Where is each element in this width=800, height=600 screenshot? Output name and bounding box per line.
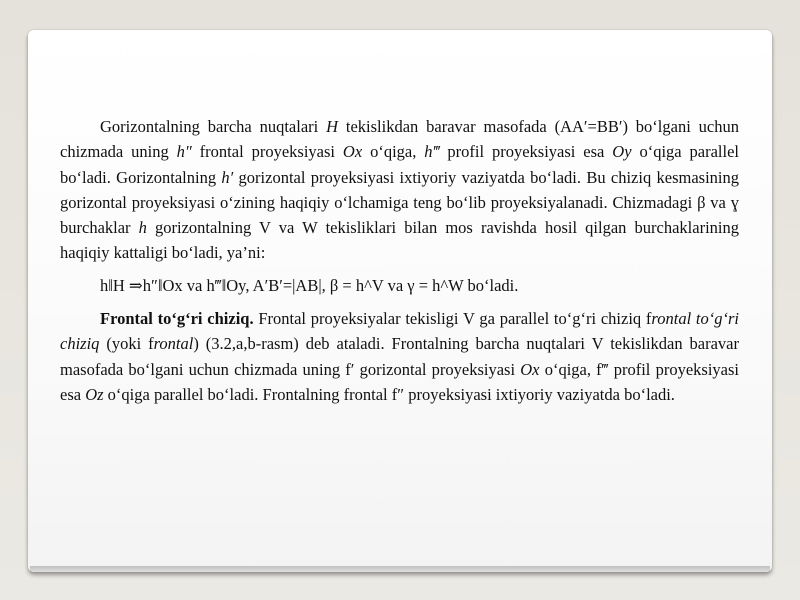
formula-line: h‖H ⇒h″‖Ox va h‴‖Oy, A′B′=|AB|, β = h^V va γ = h^W bo‘ladi. [100,275,519,295]
slide-text-body [60,114,739,407]
slide-shadow [30,566,770,576]
paragraph-frontal-line: Frontal to‘g‘ri chiziq. Frontal proyeksiyalar tekisligi V ga parallel to‘g‘ri chiziq frontal to‘g‘ri chiziq (yoki frontal) (3.2,a,b-rasm) deb ataladi. Frontalning barcha nuqtalari V tekislikdan baravar masofada bo‘lgani uchun chizmada uning f′ gorizontal proyeksiyasi Ox o‘qiga, f‴ profil proyeksiyasi esa Oz o‘qiga parallel bo‘ladi. Frontalning frontal f″ proyeksiyasi ixtiyoriy vaziyatda bo‘ladi. [60,309,739,404]
paragraph-horizontal-line: Gorizontalning barcha nuqtalari H tekislikdan baravar masofada (AA′=BB′) bo‘lgani uchun chizmada uning h″ frontal proyeksiyasi Ox o‘qiga, h‴ profil proyeksiyasi esa Oy o‘qiga parallel bo‘ladi. Gorizontalning h′ gorizontal proyeksiyasi ixtiyoriy vaziyatda bo‘ladi. Bu chiziq kesmasining gorizontal proyeksiyasi o‘zining haqiqiy o‘lchamiga teng bo‘lib proyeksiyalanadi. Chizmadagi β va ɣ burchaklar h gorizontalning V va W tekisliklari bilan mos ravishda hosil qilgan burchaklarining haqiqiy kattaligi bo‘ladi, ya’ni: [60,117,740,263]
section-title: Frontal to‘g‘ri chiziq. [100,309,254,329]
